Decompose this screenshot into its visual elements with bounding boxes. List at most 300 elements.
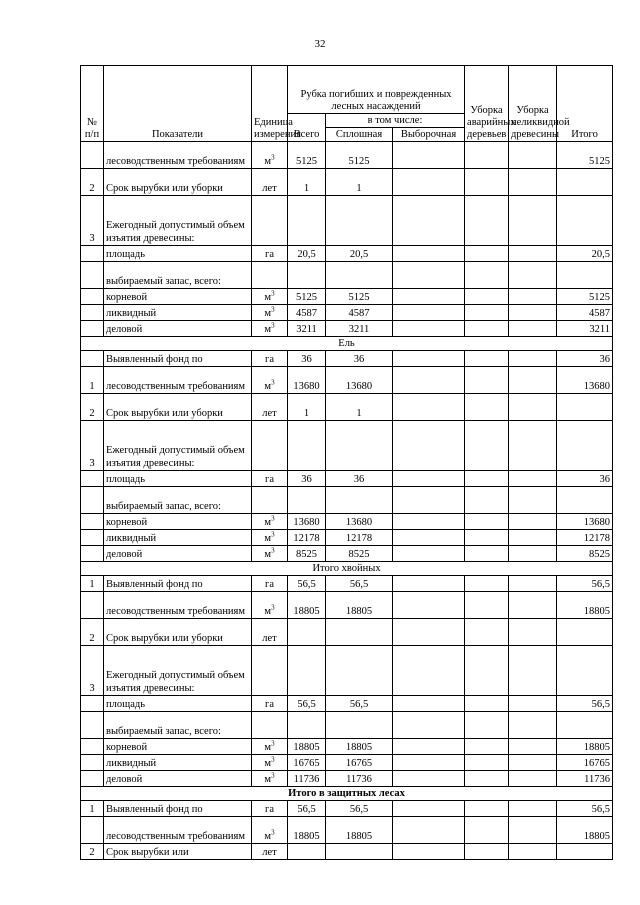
row-number: 3 <box>81 421 104 471</box>
row-number <box>81 771 104 787</box>
selective-felling-cell <box>393 351 465 367</box>
indicator-cell: выбираемый запас, всего: <box>104 712 252 739</box>
row-total-cell <box>557 487 613 514</box>
selective-felling-cell <box>393 646 465 696</box>
row-total-cell <box>557 196 613 246</box>
row-total-cell <box>557 844 613 860</box>
solid-felling-cell: 36 <box>326 471 393 487</box>
unit-cell <box>252 576 288 592</box>
emergency-trees-cell <box>465 351 509 367</box>
selective-felling-cell <box>393 514 465 530</box>
table-row <box>81 771 613 787</box>
table-row <box>81 514 613 530</box>
total-felling-cell: 5125 <box>288 142 326 169</box>
unit-label: м <box>264 549 272 560</box>
row-total-cell <box>557 421 613 471</box>
emergency-trees-cell <box>465 712 509 739</box>
nonliquid-wood-cell <box>509 305 557 321</box>
emergency-trees-cell <box>465 262 509 289</box>
selective-felling-cell <box>393 321 465 337</box>
solid-felling-cell <box>326 712 393 739</box>
unit-label: га <box>265 474 274 485</box>
table-row <box>81 471 613 487</box>
unit-cell <box>252 592 288 619</box>
row-total-cell: 36 <box>557 351 613 367</box>
selective-felling-cell <box>393 696 465 712</box>
row-number <box>81 142 104 169</box>
section-row <box>81 562 613 576</box>
unit-label: м <box>264 308 272 319</box>
header-total-all: Всего <box>288 114 326 142</box>
row-number <box>81 696 104 712</box>
selective-felling-cell <box>393 262 465 289</box>
total-felling-cell: 8525 <box>288 546 326 562</box>
indicator-cell: лесоводственным требованиям <box>104 817 252 844</box>
table-row <box>81 712 613 739</box>
selective-felling-cell <box>393 289 465 305</box>
unit-cell <box>252 739 288 755</box>
row-total-cell <box>557 712 613 739</box>
section-row <box>81 787 613 801</box>
section-title: Ель <box>81 337 613 351</box>
unit-superscript: 3 <box>271 321 275 330</box>
forest-felling-table <box>80 65 613 860</box>
row-total-cell: 11736 <box>557 771 613 787</box>
solid-felling-cell: 3211 <box>326 321 393 337</box>
header-including: в том числе: <box>326 114 465 128</box>
unit-label: га <box>265 249 274 260</box>
emergency-trees-cell <box>465 471 509 487</box>
unit-cell <box>252 530 288 546</box>
nonliquid-wood-cell <box>509 196 557 246</box>
emergency-trees-cell <box>465 592 509 619</box>
total-felling-cell: 3211 <box>288 321 326 337</box>
indicator-cell: деловой <box>104 321 252 337</box>
total-felling-cell: 56,5 <box>288 576 326 592</box>
unit-cell <box>252 142 288 169</box>
unit-superscript: 3 <box>271 755 275 764</box>
indicator-cell: Выявленный фонд по <box>104 351 252 367</box>
row-total-cell: 13680 <box>557 367 613 394</box>
emergency-trees-cell <box>465 367 509 394</box>
row-number <box>81 351 104 367</box>
emergency-trees-cell <box>465 394 509 421</box>
total-felling-cell: 5125 <box>288 289 326 305</box>
solid-felling-cell: 13680 <box>326 367 393 394</box>
table-header <box>81 66 613 142</box>
row-number: 2 <box>81 394 104 421</box>
total-felling-cell: 36 <box>288 471 326 487</box>
total-felling-cell: 11736 <box>288 771 326 787</box>
total-felling-cell <box>288 262 326 289</box>
table-row <box>81 619 613 646</box>
table-row <box>81 246 613 262</box>
row-total-cell <box>557 646 613 696</box>
nonliquid-wood-cell <box>509 546 557 562</box>
total-felling-cell: 13680 <box>288 514 326 530</box>
row-total-cell: 56,5 <box>557 696 613 712</box>
selective-felling-cell <box>393 576 465 592</box>
nonliquid-wood-cell <box>509 289 557 305</box>
total-felling-cell <box>288 196 326 246</box>
table-row <box>81 801 613 817</box>
nonliquid-wood-cell <box>509 576 557 592</box>
selective-felling-cell <box>393 739 465 755</box>
total-felling-cell <box>288 619 326 646</box>
row-total-cell: 36 <box>557 471 613 487</box>
row-number: 3 <box>81 646 104 696</box>
row-number <box>81 289 104 305</box>
solid-felling-cell <box>326 844 393 860</box>
solid-felling-cell: 18805 <box>326 592 393 619</box>
indicator-cell: лесоводственным требованиям <box>104 367 252 394</box>
nonliquid-wood-cell <box>509 530 557 546</box>
unit-cell <box>252 546 288 562</box>
row-total-cell: 3211 <box>557 321 613 337</box>
unit-cell <box>252 771 288 787</box>
table-row <box>81 305 613 321</box>
total-felling-cell: 56,5 <box>288 801 326 817</box>
row-number <box>81 305 104 321</box>
unit-label: га <box>265 354 274 365</box>
page-number: 32 <box>314 38 326 50</box>
selective-felling-cell <box>393 246 465 262</box>
unit-label: м <box>264 606 272 617</box>
unit-superscript: 3 <box>271 514 275 523</box>
unit-cell <box>252 196 288 246</box>
unit-superscript: 3 <box>271 305 275 314</box>
table-row <box>81 739 613 755</box>
total-felling-cell: 18805 <box>288 817 326 844</box>
table-row <box>81 367 613 394</box>
total-felling-cell: 16765 <box>288 755 326 771</box>
row-total-cell: 12178 <box>557 530 613 546</box>
unit-label: лет <box>262 633 277 644</box>
emergency-trees-cell <box>465 696 509 712</box>
row-total-cell <box>557 169 613 196</box>
unit-label: га <box>265 699 274 710</box>
indicator-cell: Ежегодный допустимый объем изъятия древесины: <box>104 421 252 471</box>
row-number <box>81 546 104 562</box>
unit-cell <box>252 394 288 421</box>
indicator-cell: Срок вырубки или уборки <box>104 394 252 421</box>
selective-felling-cell <box>393 169 465 196</box>
emergency-trees-cell <box>465 169 509 196</box>
row-total-cell: 18805 <box>557 739 613 755</box>
indicator-cell: Срок вырубки или уборки <box>104 169 252 196</box>
table-row <box>81 351 613 367</box>
selective-felling-cell <box>393 771 465 787</box>
indicator-cell: лесоводственным требованиям <box>104 592 252 619</box>
nonliquid-wood-cell <box>509 421 557 471</box>
unit-cell <box>252 262 288 289</box>
solid-felling-cell: 56,5 <box>326 696 393 712</box>
row-number <box>81 321 104 337</box>
solid-felling-cell: 11736 <box>326 771 393 787</box>
table-row <box>81 646 613 696</box>
unit-cell <box>252 696 288 712</box>
row-total-cell: 56,5 <box>557 801 613 817</box>
row-number: 1 <box>81 801 104 817</box>
emergency-trees-cell <box>465 196 509 246</box>
row-number <box>81 514 104 530</box>
nonliquid-wood-cell <box>509 514 557 530</box>
unit-label: м <box>264 533 272 544</box>
selective-felling-cell <box>393 530 465 546</box>
indicator-cell: корневой <box>104 514 252 530</box>
total-felling-cell: 13680 <box>288 367 326 394</box>
solid-felling-cell: 5125 <box>326 289 393 305</box>
indicator-cell: Ежегодный допустимый объем изъятия древесины: <box>104 196 252 246</box>
nonliquid-wood-cell <box>509 321 557 337</box>
table-row <box>81 844 613 860</box>
table-body <box>81 142 613 860</box>
nonliquid-wood-cell <box>509 646 557 696</box>
solid-felling-cell <box>326 487 393 514</box>
unit-cell <box>252 755 288 771</box>
unit-superscript: 3 <box>271 530 275 539</box>
nonliquid-wood-cell <box>509 755 557 771</box>
solid-felling-cell <box>326 262 393 289</box>
selective-felling-cell <box>393 712 465 739</box>
unit-label: м <box>264 742 272 753</box>
nonliquid-wood-cell <box>509 394 557 421</box>
unit-label: м <box>264 758 272 769</box>
selective-felling-cell <box>393 471 465 487</box>
row-total-cell: 8525 <box>557 546 613 562</box>
total-felling-cell: 12178 <box>288 530 326 546</box>
row-total-cell: 56,5 <box>557 576 613 592</box>
table-row <box>81 817 613 844</box>
unit-superscript: 3 <box>271 828 275 837</box>
indicator-cell: площадь <box>104 246 252 262</box>
unit-superscript: 3 <box>271 153 275 162</box>
selective-felling-cell <box>393 367 465 394</box>
nonliquid-wood-cell <box>509 712 557 739</box>
row-number <box>81 262 104 289</box>
emergency-trees-cell <box>465 817 509 844</box>
emergency-trees-cell <box>465 844 509 860</box>
indicator-cell: лесоводственным требованиям <box>104 142 252 169</box>
table-row <box>81 546 613 562</box>
indicator-cell: корневой <box>104 289 252 305</box>
table-row <box>81 321 613 337</box>
solid-felling-cell: 36 <box>326 351 393 367</box>
nonliquid-wood-cell <box>509 367 557 394</box>
solid-felling-cell: 16765 <box>326 755 393 771</box>
unit-label: м <box>264 292 272 303</box>
solid-felling-cell: 56,5 <box>326 576 393 592</box>
unit-label: м <box>264 381 272 392</box>
row-number <box>81 471 104 487</box>
nonliquid-wood-cell <box>509 696 557 712</box>
unit-cell <box>252 471 288 487</box>
unit-label: м <box>264 324 272 335</box>
unit-superscript: 3 <box>271 603 275 612</box>
indicator-cell: ликвидный <box>104 755 252 771</box>
unit-cell <box>252 712 288 739</box>
selective-felling-cell <box>393 817 465 844</box>
emergency-trees-cell <box>465 739 509 755</box>
total-felling-cell: 20,5 <box>288 246 326 262</box>
selective-felling-cell <box>393 844 465 860</box>
unit-cell <box>252 169 288 196</box>
nonliquid-wood-cell <box>509 817 557 844</box>
emergency-trees-cell <box>465 530 509 546</box>
table-row <box>81 289 613 305</box>
nonliquid-wood-cell <box>509 142 557 169</box>
unit-cell <box>252 487 288 514</box>
emergency-trees-cell <box>465 246 509 262</box>
solid-felling-cell: 18805 <box>326 817 393 844</box>
emergency-trees-cell <box>465 576 509 592</box>
indicator-cell: Выявленный фонд по <box>104 576 252 592</box>
total-felling-cell <box>288 712 326 739</box>
emergency-trees-cell <box>465 514 509 530</box>
header-emergency: Уборка аварийных деревьев <box>465 66 509 142</box>
solid-felling-cell: 4587 <box>326 305 393 321</box>
table-row <box>81 755 613 771</box>
unit-label: лет <box>262 847 277 858</box>
table-row <box>81 142 613 169</box>
indicator-cell: Срок вырубки или уборки <box>104 619 252 646</box>
row-number: 2 <box>81 844 104 860</box>
section-title: Итого хвойных <box>81 562 613 576</box>
indicator-cell: корневой <box>104 739 252 755</box>
header-felling: Рубка погибших и поврежденных лесных насаждений <box>288 66 465 114</box>
unit-cell <box>252 289 288 305</box>
total-felling-cell: 36 <box>288 351 326 367</box>
unit-superscript: 3 <box>271 378 275 387</box>
total-felling-cell: 56,5 <box>288 696 326 712</box>
row-total-cell: 18805 <box>557 592 613 619</box>
nonliquid-wood-cell <box>509 771 557 787</box>
nonliquid-wood-cell <box>509 592 557 619</box>
indicator-cell: выбираемый запас, всего: <box>104 487 252 514</box>
row-number: 2 <box>81 169 104 196</box>
unit-cell <box>252 817 288 844</box>
total-felling-cell: 18805 <box>288 739 326 755</box>
row-total-cell <box>557 262 613 289</box>
solid-felling-cell <box>326 196 393 246</box>
selective-felling-cell <box>393 305 465 321</box>
nonliquid-wood-cell <box>509 351 557 367</box>
solid-felling-cell: 18805 <box>326 739 393 755</box>
solid-felling-cell: 1 <box>326 169 393 196</box>
indicator-cell: Ежегодный допустимый объем изъятия древесины: <box>104 646 252 696</box>
total-felling-cell: 1 <box>288 394 326 421</box>
unit-cell <box>252 646 288 696</box>
solid-felling-cell: 20,5 <box>326 246 393 262</box>
unit-cell <box>252 619 288 646</box>
indicator-cell: ликвидный <box>104 305 252 321</box>
unit-cell <box>252 351 288 367</box>
indicator-cell: ликвидный <box>104 530 252 546</box>
row-number: 1 <box>81 576 104 592</box>
nonliquid-wood-cell <box>509 262 557 289</box>
indicator-cell: площадь <box>104 696 252 712</box>
unit-superscript: 3 <box>271 771 275 780</box>
selective-felling-cell <box>393 487 465 514</box>
emergency-trees-cell <box>465 142 509 169</box>
indicator-cell: деловой <box>104 771 252 787</box>
row-number <box>81 817 104 844</box>
nonliquid-wood-cell <box>509 471 557 487</box>
solid-felling-cell: 1 <box>326 394 393 421</box>
row-total-cell: 5125 <box>557 289 613 305</box>
row-total-cell <box>557 394 613 421</box>
table-row <box>81 196 613 246</box>
header-nonliquid: Уборка неликвидной древесины <box>509 66 557 142</box>
table-row <box>81 696 613 712</box>
emergency-trees-cell <box>465 771 509 787</box>
selective-felling-cell <box>393 142 465 169</box>
nonliquid-wood-cell <box>509 487 557 514</box>
selective-felling-cell <box>393 546 465 562</box>
emergency-trees-cell <box>465 421 509 471</box>
unit-label: га <box>265 579 274 590</box>
row-total-cell: 13680 <box>557 514 613 530</box>
nonliquid-wood-cell <box>509 801 557 817</box>
indicator-cell: выбираемый запас, всего: <box>104 262 252 289</box>
header-unit: Единица измерения <box>252 66 288 142</box>
nonliquid-wood-cell <box>509 169 557 196</box>
table-row <box>81 394 613 421</box>
emergency-trees-cell <box>465 801 509 817</box>
selective-felling-cell <box>393 421 465 471</box>
table-row <box>81 169 613 196</box>
row-number <box>81 487 104 514</box>
total-felling-cell: 18805 <box>288 592 326 619</box>
row-number <box>81 755 104 771</box>
unit-superscript: 3 <box>271 739 275 748</box>
solid-felling-cell: 56,5 <box>326 801 393 817</box>
unit-cell <box>252 321 288 337</box>
total-felling-cell <box>288 421 326 471</box>
emergency-trees-cell <box>465 646 509 696</box>
emergency-trees-cell <box>465 321 509 337</box>
solid-felling-cell <box>326 421 393 471</box>
selective-felling-cell <box>393 394 465 421</box>
unit-cell <box>252 367 288 394</box>
total-felling-cell: 4587 <box>288 305 326 321</box>
nonliquid-wood-cell <box>509 246 557 262</box>
indicator-cell: деловой <box>104 546 252 562</box>
row-number: 1 <box>81 367 104 394</box>
indicator-cell: Срок вырубки или <box>104 844 252 860</box>
total-felling-cell <box>288 646 326 696</box>
selective-felling-cell <box>393 619 465 646</box>
table-row <box>81 421 613 471</box>
solid-felling-cell <box>326 646 393 696</box>
solid-felling-cell: 13680 <box>326 514 393 530</box>
unit-cell <box>252 421 288 471</box>
section-title: Итого в защитных лесах <box>81 787 613 801</box>
emergency-trees-cell <box>465 487 509 514</box>
table-row <box>81 592 613 619</box>
nonliquid-wood-cell <box>509 619 557 646</box>
header-total: Итого <box>557 66 613 142</box>
unit-label: м <box>264 831 272 842</box>
selective-felling-cell <box>393 592 465 619</box>
section-row <box>81 337 613 351</box>
emergency-trees-cell <box>465 619 509 646</box>
unit-superscript: 3 <box>271 289 275 298</box>
row-total-cell: 20,5 <box>557 246 613 262</box>
solid-felling-cell <box>326 619 393 646</box>
row-number <box>81 739 104 755</box>
unit-label: м <box>264 156 272 167</box>
